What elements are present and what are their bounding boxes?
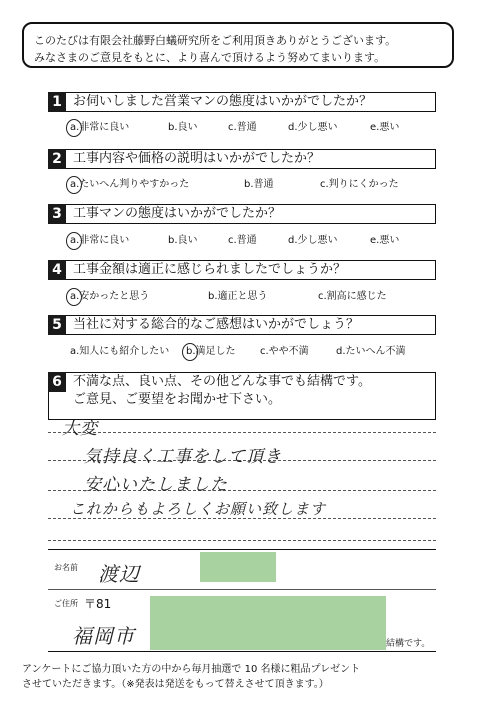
- option-a[interactable]: a.非常に良い: [70, 122, 130, 133]
- option-c[interactable]: c.普通: [228, 122, 257, 133]
- options-1: [70, 121, 450, 135]
- option-c[interactable]: c.割高に感じた: [318, 291, 387, 302]
- selected-circle-mark: [66, 232, 82, 250]
- question-3: [48, 204, 436, 224]
- selected-circle-mark: [66, 288, 82, 306]
- comment-line-4: これからもよろしくお願い致します: [70, 500, 327, 518]
- question-text: お伺いしました営業マンの態度はいかがでしたか？: [73, 94, 373, 109]
- option-d[interactable]: d.少し悪い: [288, 122, 338, 133]
- option-c[interactable]: c.普通: [228, 235, 257, 246]
- address-box: [48, 589, 436, 652]
- postal-code: 〒81: [84, 597, 112, 611]
- name-label: お名前: [54, 563, 78, 572]
- option-b[interactable]: b.良い: [168, 235, 198, 246]
- question-number: 6: [48, 372, 66, 392]
- options-2: [70, 178, 450, 192]
- question-5: [48, 315, 436, 335]
- option-c[interactable]: c.やや不満: [260, 346, 309, 357]
- option-e[interactable]: e.悪い: [370, 235, 400, 246]
- option-d[interactable]: d.少し悪い: [288, 235, 338, 246]
- intro-box: [22, 22, 454, 68]
- comment-line-1: 大変: [62, 419, 98, 439]
- question-number: 5: [48, 315, 66, 335]
- option-a[interactable]: a.たいへん判りやすかった: [70, 179, 190, 190]
- question-6: [48, 372, 436, 420]
- options-4: [70, 290, 450, 304]
- option-a[interactable]: a.安かったと思う: [70, 291, 150, 302]
- comment-line-3: 安心いたしました: [84, 475, 228, 495]
- question-number: 1: [48, 92, 66, 112]
- name-box: [48, 549, 436, 590]
- options-3: [70, 234, 450, 248]
- address-suffix: 結構です。: [386, 639, 431, 649]
- selected-circle-mark: [182, 343, 198, 361]
- option-b[interactable]: b.普通: [244, 179, 274, 190]
- address-label: ご住所: [54, 599, 78, 608]
- question-text: 工事金額は適正に感じられましたでしょうか？: [73, 262, 347, 277]
- question-text: 工事内容や価格の説明はいかがでしたか？: [73, 151, 321, 166]
- question-text: 不満な点、良い点、その他どんな事でも結構です。: [73, 374, 371, 389]
- question-number: 2: [48, 149, 66, 169]
- ruled-line: [48, 432, 436, 433]
- question-text-2: ご意見、ご要望をお聞かせ下さい。: [73, 392, 282, 407]
- ruled-line: [48, 540, 436, 541]
- option-c[interactable]: c.判りにくかった: [320, 179, 399, 190]
- option-b[interactable]: b.適正と思う: [208, 291, 268, 302]
- question-1: [48, 92, 436, 112]
- redaction-block: [150, 596, 386, 650]
- name-handwritten: 渡辺: [98, 562, 140, 586]
- intro-line-2: みなさまのご意見をもとに、より喜んで頂けるよう努めてまいります。: [34, 51, 386, 64]
- footer-line-2: させていただきます。（※発表は発送をもって替えさせて頂きます。）: [22, 679, 329, 690]
- option-a[interactable]: a.知人にも紹介したい: [70, 346, 170, 357]
- redaction-block: [200, 552, 276, 582]
- option-d[interactable]: d.たいへん不満: [336, 346, 406, 357]
- footer-line-1: アンケートにご協力頂いた方の中から毎月抽選で 10 名様に粗品プレゼント: [22, 664, 361, 675]
- divider: [48, 651, 436, 652]
- options-5: [70, 345, 450, 359]
- question-2: [48, 149, 436, 169]
- selected-circle-mark: [66, 176, 82, 194]
- selected-circle-mark: [66, 119, 82, 137]
- question-text: 工事マンの態度はいかがでしたか？: [73, 206, 282, 221]
- question-4: [48, 260, 436, 280]
- option-e[interactable]: e.悪い: [370, 122, 400, 133]
- intro-line-1: このたびは有限会社藤野白蟻研究所をご利用頂きありがとうございます。: [34, 34, 397, 47]
- option-a[interactable]: a.非常に良い: [70, 235, 130, 246]
- question-number: 4: [48, 260, 66, 280]
- option-b[interactable]: b.満足した: [186, 346, 236, 357]
- comment-line-2: 気持良く工事をして頂き: [84, 447, 282, 467]
- footer: [22, 662, 462, 692]
- option-b[interactable]: b.良い: [168, 122, 198, 133]
- question-number: 3: [48, 204, 66, 224]
- question-text: 当社に対する総合的なご感想はいかがでしょう？: [73, 317, 360, 332]
- address-handwritten: 福岡市: [72, 624, 135, 648]
